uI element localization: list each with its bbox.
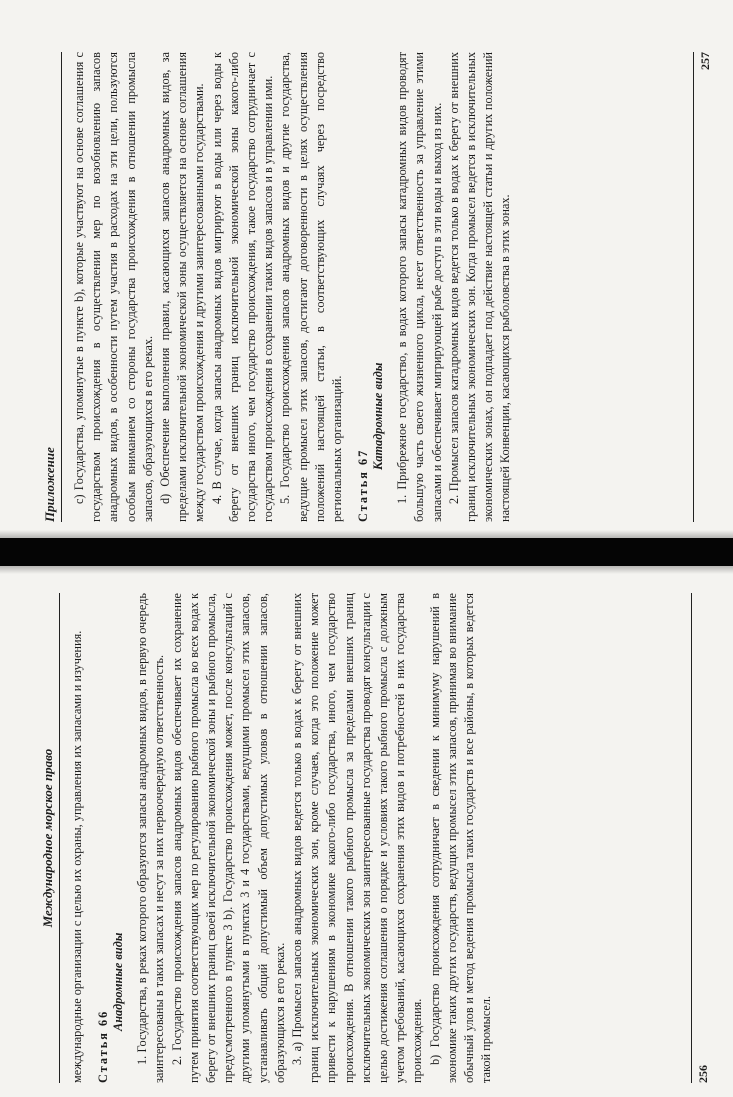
paragraph: 2. Промысел запасов катадромных видов ведется только в водах к берегу от внешних границ исключительных экономических зон. Когда промысел ведется в исключительных экономических зонах, он подпадает под действие настоящей статьи и других положений настоящей Конвенции, касающихся рыболовства в этих зонах. <box>446 52 513 522</box>
paragraph: с) Государства, упомянутые в пункте b), которые участвуют на основе соглашения с государством происхождения в осуществлении мер по возобновлению запасов анадромных видов, в особенности путем участия в расходах на эти цели, пользуются особым вниманием со стороны государства происхождения в отношении промысла запасов, образующихся в его реках. <box>72 52 155 522</box>
running-head: Приложение <box>42 52 62 522</box>
gutter-shadow <box>0 566 733 574</box>
article-title: Анадромные виды <box>111 932 126 1031</box>
paragraph: 4. В случае, когда запасы анадромных видов мигрируют в воды или через воды к берегу от внешних границ исключительной экономической зоны какого-либо государства иного, чем государство происхождения, такое государство сотрудничает с государством происхождения в сохранении таких видов запасов и в управлении ими. <box>209 52 276 522</box>
article-number: Статья 67 <box>356 448 371 522</box>
running-head: Международное морское право <box>40 593 60 1083</box>
paragraph: d) Обеспечение выполнения правил, касающихся запасов анадромных видов, за пределами исключительной экономической зоны осуществляется на основе соглашения между государством происхождения и другими заинтересованными государствами. <box>158 52 207 522</box>
continuation-paragraph: международные организации с целью их охраны, управления их запасами и изучения. <box>70 630 84 1083</box>
gutter-shadow <box>0 530 733 538</box>
page-number: 256 <box>696 1065 710 1083</box>
footer-rule <box>691 593 692 1083</box>
paragraph: 1. Государства, в реках которого образуются запасы анадромных видов, в первую очередь заинтересованы в таких запасах и несут за них первоочередную ответственность. <box>135 593 167 1083</box>
article-title: Катадромные виды <box>371 362 386 470</box>
page-257 <box>42 52 712 522</box>
paragraph: 2. Государство происхождения запасов анадромных видов обеспечивает их сохранение путем принятия соответствующих мер по регулированию рыбного промысла во всех водах к берегу от внешних границ своей исключительной экономической зоны и рыбного промысла, предусмотренного в пункте 3 b). Государство происхождения может, после консультаций с другими упомянутыми в пунктах 3 и 4 государствами, ведущими промысел этих запасов, устанавливать общий допустимый объем допустимых уловов в отношении запасов, образующихся в его реках. <box>169 593 287 1083</box>
page-number: 257 <box>698 52 712 70</box>
paragraph: 5. Государство происхождения запасов анадромных видов и другие государства, ведущие промысел этих запасов, достигают договоренности в целях осуществления положений настоящей статьи, в соответствующих случаях через посредство региональных организаций. <box>278 52 345 522</box>
paragraph: 3. а) Промысел запасов анадромных видов ведется только в водах к берегу от внешних границ исключительных экономических зон, кроме случаев, когда это положение может привести к нарушениям в экономике какого-либо государства, иного, чем государство происхождения. В отношении такого рыбного промысла за пределами внешних границ исключительных экономических зон заинтересованные государства проводят консультации с целью достижения соглашения о порядке и условиях такого рыбного промысла с должным учетом требований, касающихся сохранения этих видов и потребностей в них государства происхождения. <box>290 593 425 1083</box>
book-gutter <box>0 538 733 566</box>
page-text <box>71 52 683 522</box>
footer-rule <box>693 52 694 522</box>
page-256 <box>40 593 710 1083</box>
page-text <box>69 593 681 1083</box>
article-number: Статья 66 <box>96 1009 111 1083</box>
paragraph: b) Государство происхождения сотрудничает в сведении к минимуму нарушений в экономике таких других государств, ведущих промысел этих запасов, принимая во внимание обычный улов и метод ведения промысла таких государств и все районы, в которых ведется такой промысел. <box>427 593 494 1083</box>
paragraph: 1. Прибрежное государство, в водах которого запасы катадромных видов проводят большую часть своего жизненного цикла, несет ответственность за управление этими запасами и обеспечивает мигрирующей рыбе доступ в эти воды и выход из них. <box>395 52 444 522</box>
